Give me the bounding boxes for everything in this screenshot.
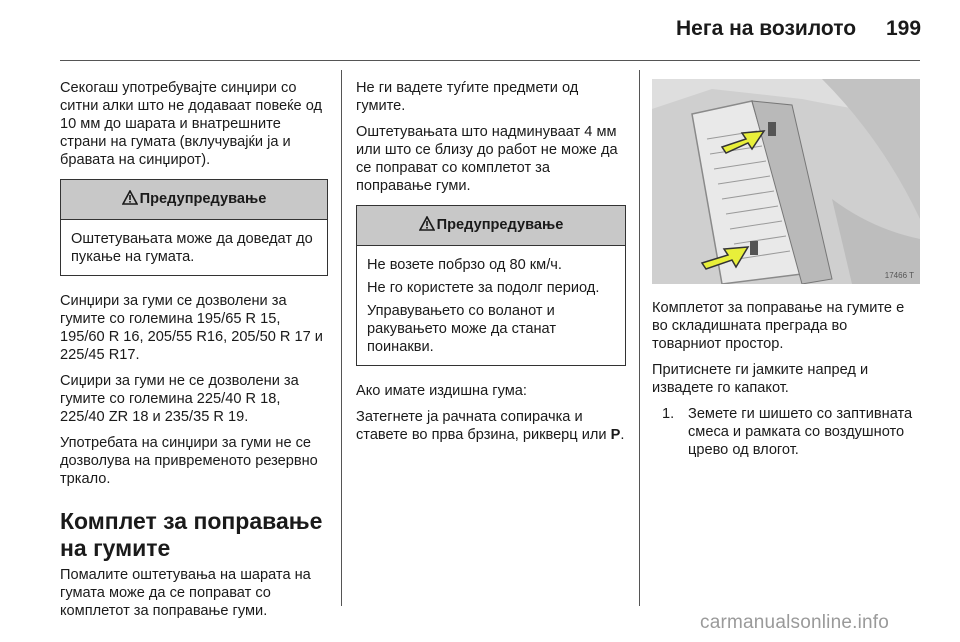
figure-label: 17466 T: [884, 271, 914, 280]
damage-size-paragraph: Оштетувањата што надминуваат 4 мм или што се близу до работ не може да се поправат со комплетот за поправање гуми.: [356, 124, 618, 194]
warning-box: [60, 179, 328, 276]
column-divider-2: [639, 70, 640, 606]
foreign-objects-paragraph: Не ги вадете туѓите предмети од гумите.: [356, 80, 579, 114]
warning-header: [61, 180, 327, 220]
warning-line: Не го користете за подолг период.: [367, 280, 600, 296]
section-heading: Комплет за поправање на гумите: [60, 508, 323, 561]
intro-paragraph: Секогаш употребувајте синџири со ситни алки што не додаваат повеќе од 10 мм до шарата и внатрешните страни на гумата (вклучувајќи ја и бравата на синџирот).: [60, 80, 323, 168]
step-number: 1.: [662, 406, 675, 422]
warning-body: [61, 220, 327, 275]
warning-line: Оштетувањата може да доведат до пукање на гумата.: [71, 231, 313, 265]
column-1: [60, 79, 328, 628]
warning-triangle-icon: [122, 190, 138, 205]
sentence-end: .: [620, 427, 625, 443]
warning-line: Не возете побрзо од 80 км/ч.: [367, 257, 562, 273]
storage-compartment-illustration-icon: [652, 79, 920, 284]
watermark: carmanualsonline.info: [700, 612, 890, 633]
park-gear-letter: P: [610, 427, 621, 443]
column-3: [652, 299, 920, 459]
column-2: [356, 79, 626, 452]
handbrake-paragraph: [356, 408, 626, 444]
warning-title: Предупредување: [139, 191, 267, 207]
kit-location-paragraph: Комплетот за поправање на гумите е во складишната преграда во товарниот простор.: [652, 300, 905, 352]
warning-box: [356, 205, 626, 366]
warning-header: [357, 206, 625, 246]
steps-list: [652, 405, 920, 459]
warning-title: Предупредување: [436, 217, 564, 233]
list-item: [662, 405, 920, 459]
warning-triangle-icon: [419, 216, 435, 231]
page-header-title: Нега на возилото: [676, 17, 857, 40]
storage-compartment-figure: [652, 79, 920, 284]
warning-line: Управувањето со воланот и ракувањето може да станат поинакви.: [367, 303, 557, 355]
page-number: 199: [886, 17, 922, 40]
flat-tire-paragraph: Ако имате издишна гума:: [356, 383, 527, 399]
not-allowed-tires-paragraph: Сиџири за гуми не се дозволени за гумите со големина 225/40 R 18, 225/40 ZR 18 и 235/35 R 19.: [60, 373, 299, 425]
column-divider-1: [341, 70, 342, 606]
step-text: Земете ги шишето со заптивната смеса и рамката со воздушното црево од влогот.: [688, 406, 913, 458]
warning-body: [357, 246, 625, 365]
handbrake-text: Затегнете ја рачната сопирачка и ставете во прва брзина, рикверц или: [356, 409, 611, 443]
remove-cover-paragraph: Притиснете ги јамките напред и извадете го капакот.: [652, 362, 869, 396]
allowed-tires-paragraph: Синџири за гуми се дозволени за гумите со големина 195/65 R 15, 195/60 R 16, 205/55 R16, 205/50 R 17 и 225/45 R17.: [60, 293, 323, 363]
section-paragraph: Помалите оштетувања на шарата на гумата може да се поправат со комплетот за поправање гуми.: [60, 567, 311, 619]
spare-wheel-paragraph: Употребата на синџири за гуми не се дозволува на привременото резервно тркало.: [60, 435, 318, 487]
header-divider: [60, 60, 920, 61]
